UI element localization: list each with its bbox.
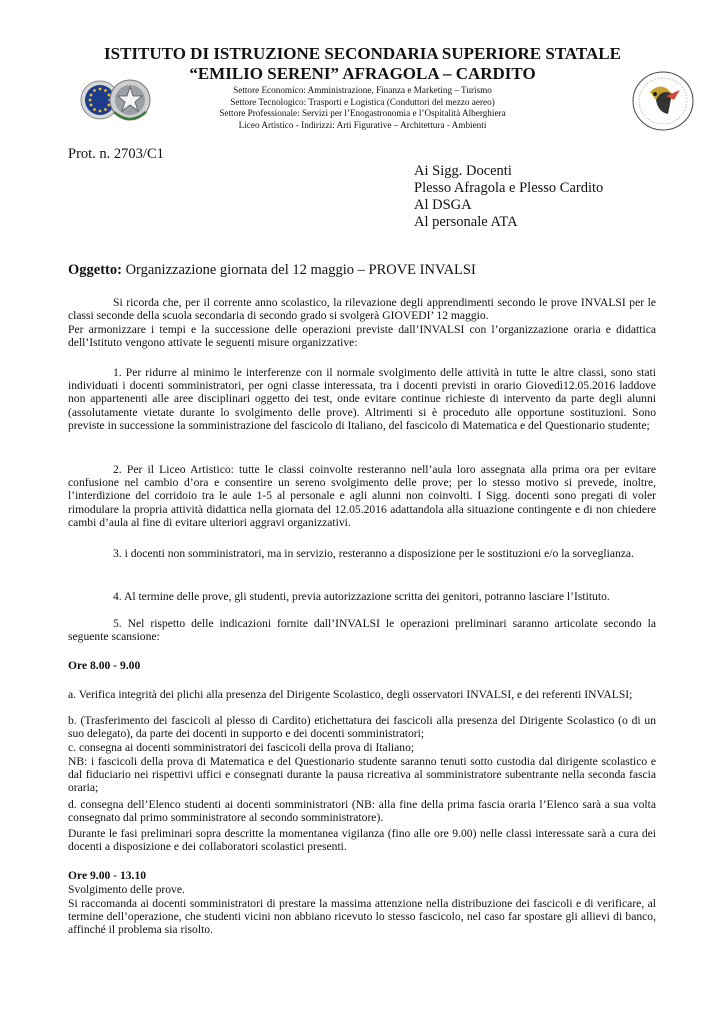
recipient-line: Al DSGA <box>414 197 472 213</box>
school-name-line-2: “EMILIO SERENI” AFRAGOLA – CARDITO <box>189 64 536 83</box>
recipient-line: Al personale ATA <box>414 214 518 230</box>
subject-line <box>68 262 476 279</box>
point-paragraph: 2. Per il Liceo Artistico: tutte le classi coinvolte resteranno nell’aula loro assegnata alla prima ora per evitare confusione nel cambio d’ora e consentire un sereno svolgimento delle prove; per lo stesso motivo si prevede, inoltre, l’interdizione del corridoio tra le aule 1-5 al personale e agli alunni non coinvolti. I Sigg. docenti sono pregati di voler rimodulare la propria attività didattica nella giornata del 12.05.2016 adattandola alla situazione contingente e di non chiedere cambi d’aula al fine di evitare ulteriori aggravi organizzativi. <box>68 463 656 529</box>
list-item: Svolgimento delle prove. <box>68 883 185 896</box>
list-item: NB: i fascicoli della prova di Matematica e del Questionario studente saranno tenuti sotto custodia dal dirigente scolastico e dal fiduciario nei rispettivi uffici e consegnati durante la pausa ricreativa al somministratore subentrante nella seconda fascia oraria; <box>68 755 656 795</box>
recipient-line: Ai Sigg. Docenti <box>414 163 512 179</box>
subject-text: Organizzazione giornata del 12 maggio – PROVE INVALSI <box>121 262 476 278</box>
settore-tecnologico: Settore Tecnologico: Trasporti e Logistica (Conduttori del mezzo aereo) <box>230 96 495 107</box>
intro-paragraph: Per armonizzare i tempi e la successione delle operazioni previste dall’INVALSI con l’organizzazione oraria e didattica dell’Istituto vengono attivate le seguenti misure organizzative: <box>68 323 656 350</box>
list-item: b. (Trasferimento dei fascicoli al plesso di Cardito) etichettatura dei fascicoli alla presenza del Dirigente Scolastico (o di un suo delegato), da parte dei docenti in supporto e dei docenti somministratori; <box>68 714 656 741</box>
settore-economico: Settore Economico: Amministrazione, Finanza e Marketing – Turismo <box>233 85 492 95</box>
recipient-line: Plesso Afragola e Plesso Cardito <box>414 180 604 196</box>
list-item: c. consegna ai docenti somministratori dei fascicoli della prova di Italiano; <box>68 741 415 754</box>
list-item: Si raccomanda ai docenti somministratori di prestare la massima attenzione nella distribuzione dei fascicoli e di verificare, al termine dell’operazione, che studenti vicini non abbiano ricevuto lo stesso fascicolo, nel caso far spostare gli allievi di banco, affinché il problema sia risolto. <box>68 897 656 937</box>
settore-professionale: Settore Professionale: Servizi per l’Enogastronomia e l’Ospitalità Alberghiera <box>219 108 506 118</box>
school-name-line-1: ISTITUTO DI ISTRUZIONE SECONDARIA SUPERIORE STATALE <box>104 44 621 63</box>
liceo-artistico: Liceo Artistico - Indirizzi: Arti Figurative – Architettura - Ambienti <box>238 119 487 130</box>
time-slot-heading: Ore 9.00 - 13.10 <box>68 869 147 882</box>
time-slot-heading: Ore 8.00 - 9.00 <box>68 659 141 672</box>
list-item: d. consegna dell’Elenco studenti ai docenti somministratori (NB: alla fine della prima fascia oraria l’Elenco sarà a sua volta consegnato dal primo somministratore al secondo somministratore). <box>68 798 656 825</box>
list-item: a. Verifica integrità dei plichi alla presenza del Dirigente Scolastico, degli osservatori INVALSI, e dei referenti INVALSI; <box>68 688 633 701</box>
point-paragraph: 5. Nel rispetto delle indicazioni fornite dall’INVALSI le operazioni preliminari saranno articolate secondo la seguente scansione: <box>68 617 656 644</box>
point-paragraph: 4. Al termine delle prove, gli studenti, previa autorizzazione scritta dei genitori, potranno lasciare l’Istituto. <box>113 590 610 603</box>
intro-paragraph: Si ricorda che, per il corrente anno scolastico, la rilevazione degli apprendimenti secondo le prove INVALSI per le classi seconde della scuola secondaria di secondo grado si svolgerà GIOVEDI’ 12 maggio. <box>68 296 656 323</box>
point-paragraph: 1. Per ridurre al minimo le interferenze con il normale svolgimento delle attività in tutte le altre classi, sono stati individuati i docenti somministratori, per ogni classe interessata, tra i docenti previsti in orario Giovedì12.05.2016 laddove non appartenenti alle aree disciplinari oggetto dei test, onde evitare continue richieste di intervento da parte degli alunni (assolutamente vietate durante lo svolgimento delle prove). Altrimenti si è proceduto alle opportune sostituzioni. Sono previste in successione la somministrazione del fascicolo di Italiano, del fascicolo di Matematica e del Questionario studente; <box>68 366 656 432</box>
point-paragraph: 3. i docenti non somministratori, ma in servizio, resteranno a disposizione per le sostituzioni e/o la sorveglianza. <box>113 547 634 560</box>
subject-label: Oggetto: <box>68 262 122 278</box>
list-item: Durante le fasi preliminari sopra descritte la momentanea vigilanza (fino alle ore 9.00) nelle classi interessate sarà a cura dei docenti a disposizione e dei collaboratori scolastici presenti. <box>68 827 656 854</box>
protocol-number: Prot. n. 2703/C1 <box>68 146 164 162</box>
